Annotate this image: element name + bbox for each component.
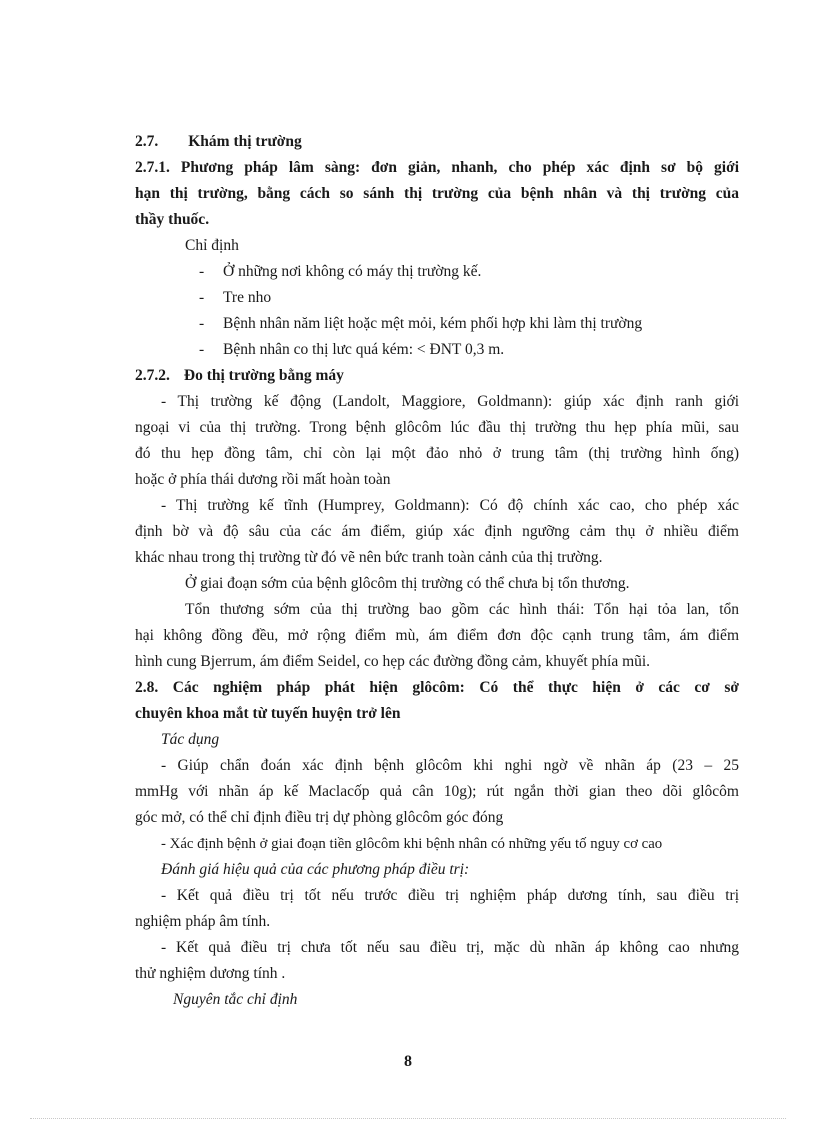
bullet-item: Bệnh nhân co thị lưc quá kém: < ĐNT 0,3 m. bbox=[223, 341, 505, 358]
heading-2-7-1-line-3: thầy thuốc. bbox=[135, 211, 210, 228]
paragraph-line: khác nhau trong thị trường từ đó vẽ nên bức tranh toàn cảnh của thị trường. bbox=[135, 549, 603, 566]
heading-2-7-1-line-1: 2.7.1. Phương pháp lâm sàng: đơn giản, nhanh, cho phép xác định sơ bộ giới bbox=[135, 159, 739, 176]
paragraph-line: hoặc ở phía thái dương rồi mất hoàn toàn bbox=[135, 471, 391, 488]
heading-2-8-line-2: chuyên khoa mắt từ tuyến huyện trở lên bbox=[135, 705, 401, 722]
heading-2-7-2 bbox=[135, 366, 739, 386]
paragraph-line: - Kết quả điều trị chưa tốt nếu sau điều trị, mặc dù nhãn áp không cao nhưng bbox=[161, 939, 739, 956]
bullet-dash: - bbox=[199, 341, 205, 358]
heading-2-8-line-1: 2.8. Các nghiệm pháp phát hiện glôcôm: Có thể thực hiện ở các cơ sở bbox=[135, 679, 739, 696]
bullet-item: Bệnh nhân năm liệt hoặc mệt mỏi, kém phối hợp khi làm thị trường bbox=[223, 315, 643, 332]
page-divider bbox=[30, 1118, 786, 1119]
paragraph-line: góc mở, có thể chỉ định điều trị dự phòng glôcôm góc đóng bbox=[135, 809, 504, 826]
paragraph-line: - Kết quả điều trị tốt nếu trước điều trị nghiệm pháp dương tính, sau điều trị bbox=[161, 887, 739, 904]
heading-2-7-1-line-2: hạn thị trường, bằng cách so sánh thị trường của bệnh nhân và thị trường của bbox=[135, 185, 739, 202]
heading-title: Khám thị trường bbox=[188, 133, 302, 150]
bullet-dash: - bbox=[199, 289, 205, 306]
paragraph-line: hại không đồng đều, mở rộng điểm mù, ám điểm đơn độc cạnh trung tâm, ám điểm bbox=[135, 627, 739, 644]
paragraph-line: định bờ và độ sâu của các ám điểm, giúp xác định ngưỡng cảm thụ ở nhiều điểm bbox=[135, 523, 739, 540]
principle-label: Nguyên tắc chỉ định bbox=[173, 991, 298, 1008]
paragraph-line: - Thị trường kế động (Landolt, Maggiore, Goldmann): giúp xác định ranh giới bbox=[161, 393, 739, 410]
paragraph-line: nghiệm pháp âm tính. bbox=[135, 913, 271, 930]
bullet-dash: - bbox=[199, 263, 205, 280]
paragraph-line: đó thu hẹp đồng tâm, chỉ còn lại một đảo nhỏ ở trung tâm (thị trường hình ống) bbox=[135, 445, 739, 462]
heading-2-7 bbox=[135, 132, 739, 152]
evaluation-label: Đánh giá hiệu quả của các phương pháp điều trị: bbox=[161, 861, 470, 878]
page-number: 8 bbox=[404, 1053, 412, 1070]
paragraph-line: hình cung Bjerrum, ám điểm Seidel, co hẹp các đường đồng cảm, khuyết phía mũi. bbox=[135, 653, 651, 670]
indication-label: Chỉ định bbox=[185, 237, 239, 254]
bullet-item: Tre nho bbox=[223, 289, 272, 306]
effect-label: Tác dụng bbox=[161, 731, 220, 748]
paragraph-line: mmHg với nhãn áp kế Maclacốp quả cân 10g); rút ngắn thời gian theo dõi glôcôm bbox=[135, 783, 739, 800]
heading-title: Đo thị trường bằng máy bbox=[183, 367, 344, 384]
bullet-item: Ở những nơi không có máy thị trường kế. bbox=[223, 263, 482, 280]
paragraph-line: Tổn thương sớm của thị trường bao gồm các hình thái: Tổn hại tỏa lan, tổn bbox=[185, 601, 739, 618]
paragraph-line: thử nghiệm dương tính . bbox=[135, 965, 286, 982]
heading-number: 2.7. bbox=[135, 133, 159, 150]
paragraph-line: ngoại vi của thị trường. Trong bệnh glôcôm lúc đầu thị trường thu hẹp phía mũi, sau bbox=[135, 419, 739, 436]
heading-number: 2.7.2. bbox=[135, 367, 170, 384]
bullet-dash: - bbox=[199, 315, 205, 332]
paragraph-line: - Giúp chẩn đoán xác định bệnh glôcôm khi nghi ngờ về nhãn áp (23 – 25 bbox=[161, 757, 739, 774]
paragraph-line: - Xác định bệnh ở giai đoạn tiền glôcôm khi bệnh nhân có những yếu tố nguy cơ cao bbox=[161, 836, 663, 852]
paragraph-line: Ở giai đoạn sớm của bệnh glôcôm thị trường có thể chưa bị tổn thương. bbox=[185, 575, 630, 592]
paragraph-line: - Thị trường kế tĩnh (Humprey, Goldmann): Có độ chính xác cao, cho phép xác bbox=[161, 497, 739, 514]
